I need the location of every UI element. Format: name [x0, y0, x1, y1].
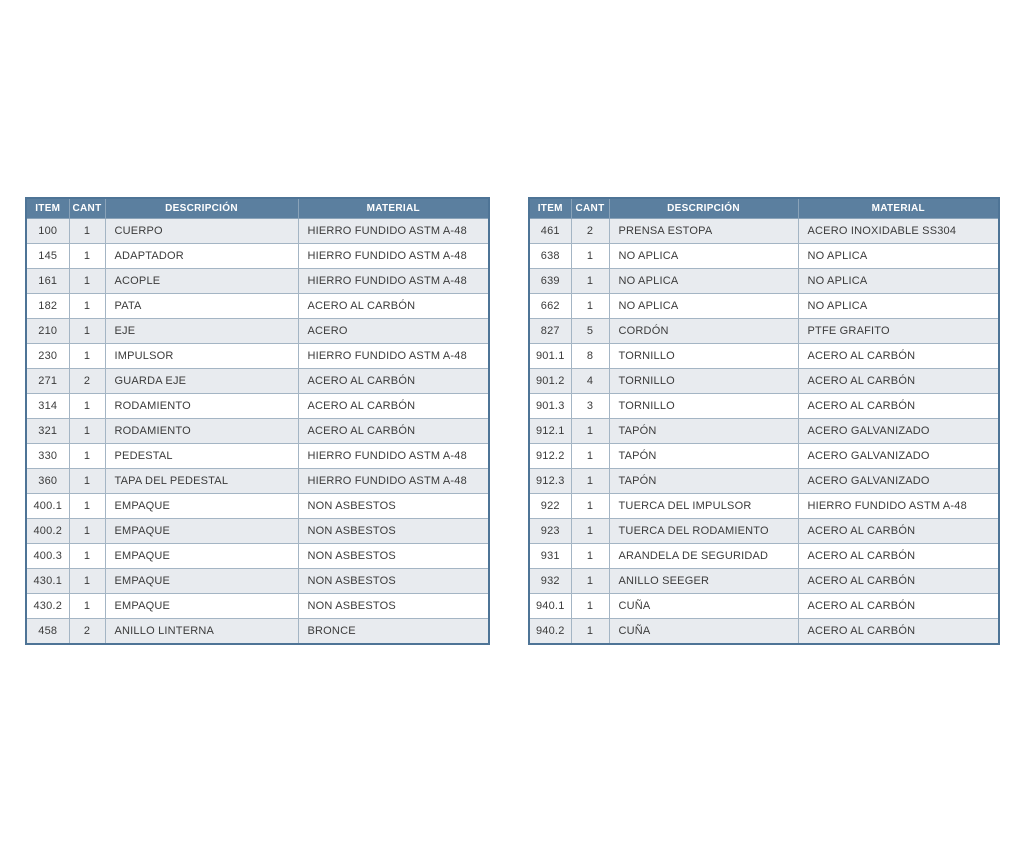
descripcion-cell: TUERCA DEL IMPULSOR: [609, 494, 798, 519]
table-row: [529, 294, 999, 319]
cant-cell: 1: [571, 294, 609, 319]
cant-cell: 1: [69, 469, 105, 494]
cant-cell: 1: [69, 444, 105, 469]
item-cell: 321: [26, 419, 69, 444]
item-cell: 461: [529, 219, 571, 244]
table-row: [529, 594, 999, 619]
table-row: [529, 244, 999, 269]
cant-cell: 1: [69, 494, 105, 519]
item-cell: 100: [26, 219, 69, 244]
material-cell: NON ASBESTOS: [298, 594, 489, 619]
material-cell: NON ASBESTOS: [298, 544, 489, 569]
item-cell: 330: [26, 444, 69, 469]
table-row: [529, 519, 999, 544]
material-cell: ACERO AL CARBÓN: [798, 569, 999, 594]
descripcion-cell: ADAPTADOR: [105, 244, 298, 269]
item-cell: 638: [529, 244, 571, 269]
item-cell: 932: [529, 569, 571, 594]
cant-cell: 1: [69, 519, 105, 544]
material-cell: NO APLICA: [798, 269, 999, 294]
item-cell: 230: [26, 344, 69, 369]
item-cell: 360: [26, 469, 69, 494]
material-cell: HIERRO FUNDIDO ASTM A-48: [298, 244, 489, 269]
cant-cell: 1: [69, 294, 105, 319]
table-row: [529, 569, 999, 594]
descripcion-cell: CUERPO: [105, 219, 298, 244]
parts-table-left: [25, 197, 490, 645]
item-cell: 901.2: [529, 369, 571, 394]
parts-table-left-container: [25, 197, 490, 645]
header-row: [26, 198, 489, 219]
descripcion-cell: EJE: [105, 319, 298, 344]
table-row: [26, 519, 489, 544]
column-header-descripcion: DESCRIPCIÓN: [105, 198, 298, 219]
material-cell: NON ASBESTOS: [298, 519, 489, 544]
table-row: [529, 269, 999, 294]
table-body: [529, 219, 999, 645]
cant-cell: 5: [571, 319, 609, 344]
table-row: [529, 219, 999, 244]
material-cell: ACERO AL CARBÓN: [298, 394, 489, 419]
table-row: [26, 219, 489, 244]
item-cell: 400.3: [26, 544, 69, 569]
item-cell: 639: [529, 269, 571, 294]
descripcion-cell: RODAMIENTO: [105, 394, 298, 419]
table-row: [26, 494, 489, 519]
material-cell: NON ASBESTOS: [298, 494, 489, 519]
item-cell: 210: [26, 319, 69, 344]
material-cell: HIERRO FUNDIDO ASTM A-48: [798, 494, 999, 519]
descripcion-cell: PEDESTAL: [105, 444, 298, 469]
cant-cell: 1: [69, 569, 105, 594]
column-header-descripcion: DESCRIPCIÓN: [609, 198, 798, 219]
cant-cell: 1: [69, 319, 105, 344]
descripcion-cell: TORNILLO: [609, 344, 798, 369]
descripcion-cell: ANILLO LINTERNA: [105, 619, 298, 645]
descripcion-cell: PRENSA ESTOPA: [609, 219, 798, 244]
item-cell: 314: [26, 394, 69, 419]
table-row: [26, 469, 489, 494]
table-row: [529, 369, 999, 394]
item-cell: 912.3: [529, 469, 571, 494]
descripcion-cell: EMPAQUE: [105, 494, 298, 519]
item-cell: 940.2: [529, 619, 571, 645]
item-cell: 458: [26, 619, 69, 645]
item-cell: 145: [26, 244, 69, 269]
item-cell: 182: [26, 294, 69, 319]
item-cell: 430.2: [26, 594, 69, 619]
material-cell: ACERO AL CARBÓN: [798, 619, 999, 645]
item-cell: 271: [26, 369, 69, 394]
table-row: [26, 369, 489, 394]
table-row: [26, 269, 489, 294]
column-header-material: MATERIAL: [298, 198, 489, 219]
cant-cell: 1: [571, 269, 609, 294]
descripcion-cell: ANILLO SEEGER: [609, 569, 798, 594]
material-cell: BRONCE: [298, 619, 489, 645]
table-row: [529, 469, 999, 494]
cant-cell: 1: [69, 544, 105, 569]
column-header-item: ITEM: [529, 198, 571, 219]
table-row: [529, 619, 999, 645]
material-cell: HIERRO FUNDIDO ASTM A-48: [298, 444, 489, 469]
table-row: [26, 444, 489, 469]
column-header-material: MATERIAL: [798, 198, 999, 219]
material-cell: NON ASBESTOS: [298, 569, 489, 594]
table-row: [26, 619, 489, 645]
item-cell: 400.2: [26, 519, 69, 544]
table-row: [529, 419, 999, 444]
item-cell: 827: [529, 319, 571, 344]
cant-cell: 1: [571, 419, 609, 444]
cant-cell: 8: [571, 344, 609, 369]
item-cell: 940.1: [529, 594, 571, 619]
item-cell: 662: [529, 294, 571, 319]
cant-cell: 1: [571, 594, 609, 619]
descripcion-cell: IMPULSOR: [105, 344, 298, 369]
material-cell: ACERO AL CARBÓN: [798, 519, 999, 544]
column-header-item: ITEM: [26, 198, 69, 219]
table-row: [529, 344, 999, 369]
material-cell: HIERRO FUNDIDO ASTM A-48: [298, 344, 489, 369]
table-row: [26, 594, 489, 619]
parts-table-right-container: [528, 197, 1000, 645]
descripcion-cell: TORNILLO: [609, 394, 798, 419]
item-cell: 430.1: [26, 569, 69, 594]
table-row: [529, 494, 999, 519]
material-cell: HIERRO FUNDIDO ASTM A-48: [298, 269, 489, 294]
cant-cell: 1: [571, 444, 609, 469]
descripcion-cell: TAPÓN: [609, 444, 798, 469]
descripcion-cell: CORDÓN: [609, 319, 798, 344]
cant-cell: 1: [69, 394, 105, 419]
cant-cell: 3: [571, 394, 609, 419]
cant-cell: 2: [69, 369, 105, 394]
table-row: [26, 419, 489, 444]
descripcion-cell: NO APLICA: [609, 244, 798, 269]
material-cell: ACERO AL CARBÓN: [798, 394, 999, 419]
descripcion-cell: NO APLICA: [609, 294, 798, 319]
cant-cell: 1: [69, 219, 105, 244]
descripcion-cell: RODAMIENTO: [105, 419, 298, 444]
cant-cell: 1: [69, 244, 105, 269]
descripcion-cell: CUÑA: [609, 619, 798, 645]
cant-cell: 1: [571, 244, 609, 269]
descripcion-cell: CUÑA: [609, 594, 798, 619]
item-cell: 400.1: [26, 494, 69, 519]
item-cell: 922: [529, 494, 571, 519]
material-cell: ACERO AL CARBÓN: [298, 294, 489, 319]
material-cell: HIERRO FUNDIDO ASTM A-48: [298, 219, 489, 244]
table-row: [26, 344, 489, 369]
descripcion-cell: GUARDA EJE: [105, 369, 298, 394]
cant-cell: 1: [571, 494, 609, 519]
descripcion-cell: EMPAQUE: [105, 519, 298, 544]
table-row: [26, 394, 489, 419]
cant-cell: 1: [571, 619, 609, 645]
descripcion-cell: ACOPLE: [105, 269, 298, 294]
table-row: [26, 319, 489, 344]
descripcion-cell: ARANDELA DE SEGURIDAD: [609, 544, 798, 569]
material-cell: ACERO INOXIDABLE SS304: [798, 219, 999, 244]
item-cell: 161: [26, 269, 69, 294]
material-cell: ACERO AL CARBÓN: [298, 419, 489, 444]
material-cell: ACERO GALVANIZADO: [798, 469, 999, 494]
table-header: [529, 198, 999, 219]
cant-cell: 1: [69, 419, 105, 444]
material-cell: HIERRO FUNDIDO ASTM A-48: [298, 469, 489, 494]
cant-cell: 1: [571, 544, 609, 569]
descripcion-cell: NO APLICA: [609, 269, 798, 294]
material-cell: NO APLICA: [798, 244, 999, 269]
table-row: [529, 319, 999, 344]
descripcion-cell: TORNILLO: [609, 369, 798, 394]
material-cell: ACERO AL CARBÓN: [798, 369, 999, 394]
table-row: [26, 569, 489, 594]
table-row: [529, 394, 999, 419]
material-cell: ACERO: [298, 319, 489, 344]
item-cell: 901.1: [529, 344, 571, 369]
material-cell: ACERO AL CARBÓN: [298, 369, 489, 394]
material-cell: PTFE GRAFITO: [798, 319, 999, 344]
material-cell: ACERO AL CARBÓN: [798, 594, 999, 619]
descripcion-cell: TAPÓN: [609, 469, 798, 494]
cant-cell: 1: [69, 269, 105, 294]
descripcion-cell: TUERCA DEL RODAMIENTO: [609, 519, 798, 544]
item-cell: 901.3: [529, 394, 571, 419]
header-row: [529, 198, 999, 219]
table-row: [26, 244, 489, 269]
material-cell: ACERO AL CARBÓN: [798, 344, 999, 369]
material-cell: ACERO GALVANIZADO: [798, 419, 999, 444]
descripcion-cell: TAPA DEL PEDESTAL: [105, 469, 298, 494]
cant-cell: 1: [69, 594, 105, 619]
cant-cell: 1: [571, 469, 609, 494]
table-row: [529, 544, 999, 569]
table-body: [26, 219, 489, 645]
material-cell: NO APLICA: [798, 294, 999, 319]
cant-cell: 2: [571, 219, 609, 244]
table-row: [26, 544, 489, 569]
item-cell: 912.2: [529, 444, 571, 469]
parts-table-right: [528, 197, 1000, 645]
descripcion-cell: EMPAQUE: [105, 569, 298, 594]
descripcion-cell: PATA: [105, 294, 298, 319]
table-header: [26, 198, 489, 219]
column-header-cant: CANT: [69, 198, 105, 219]
column-header-cant: CANT: [571, 198, 609, 219]
cant-cell: 1: [571, 569, 609, 594]
item-cell: 923: [529, 519, 571, 544]
descripcion-cell: EMPAQUE: [105, 544, 298, 569]
table-row: [529, 444, 999, 469]
descripcion-cell: EMPAQUE: [105, 594, 298, 619]
material-cell: ACERO AL CARBÓN: [798, 544, 999, 569]
cant-cell: 1: [571, 519, 609, 544]
cant-cell: 2: [69, 619, 105, 645]
item-cell: 931: [529, 544, 571, 569]
cant-cell: 4: [571, 369, 609, 394]
table-row: [26, 294, 489, 319]
cant-cell: 1: [69, 344, 105, 369]
material-cell: ACERO GALVANIZADO: [798, 444, 999, 469]
descripcion-cell: TAPÓN: [609, 419, 798, 444]
item-cell: 912.1: [529, 419, 571, 444]
